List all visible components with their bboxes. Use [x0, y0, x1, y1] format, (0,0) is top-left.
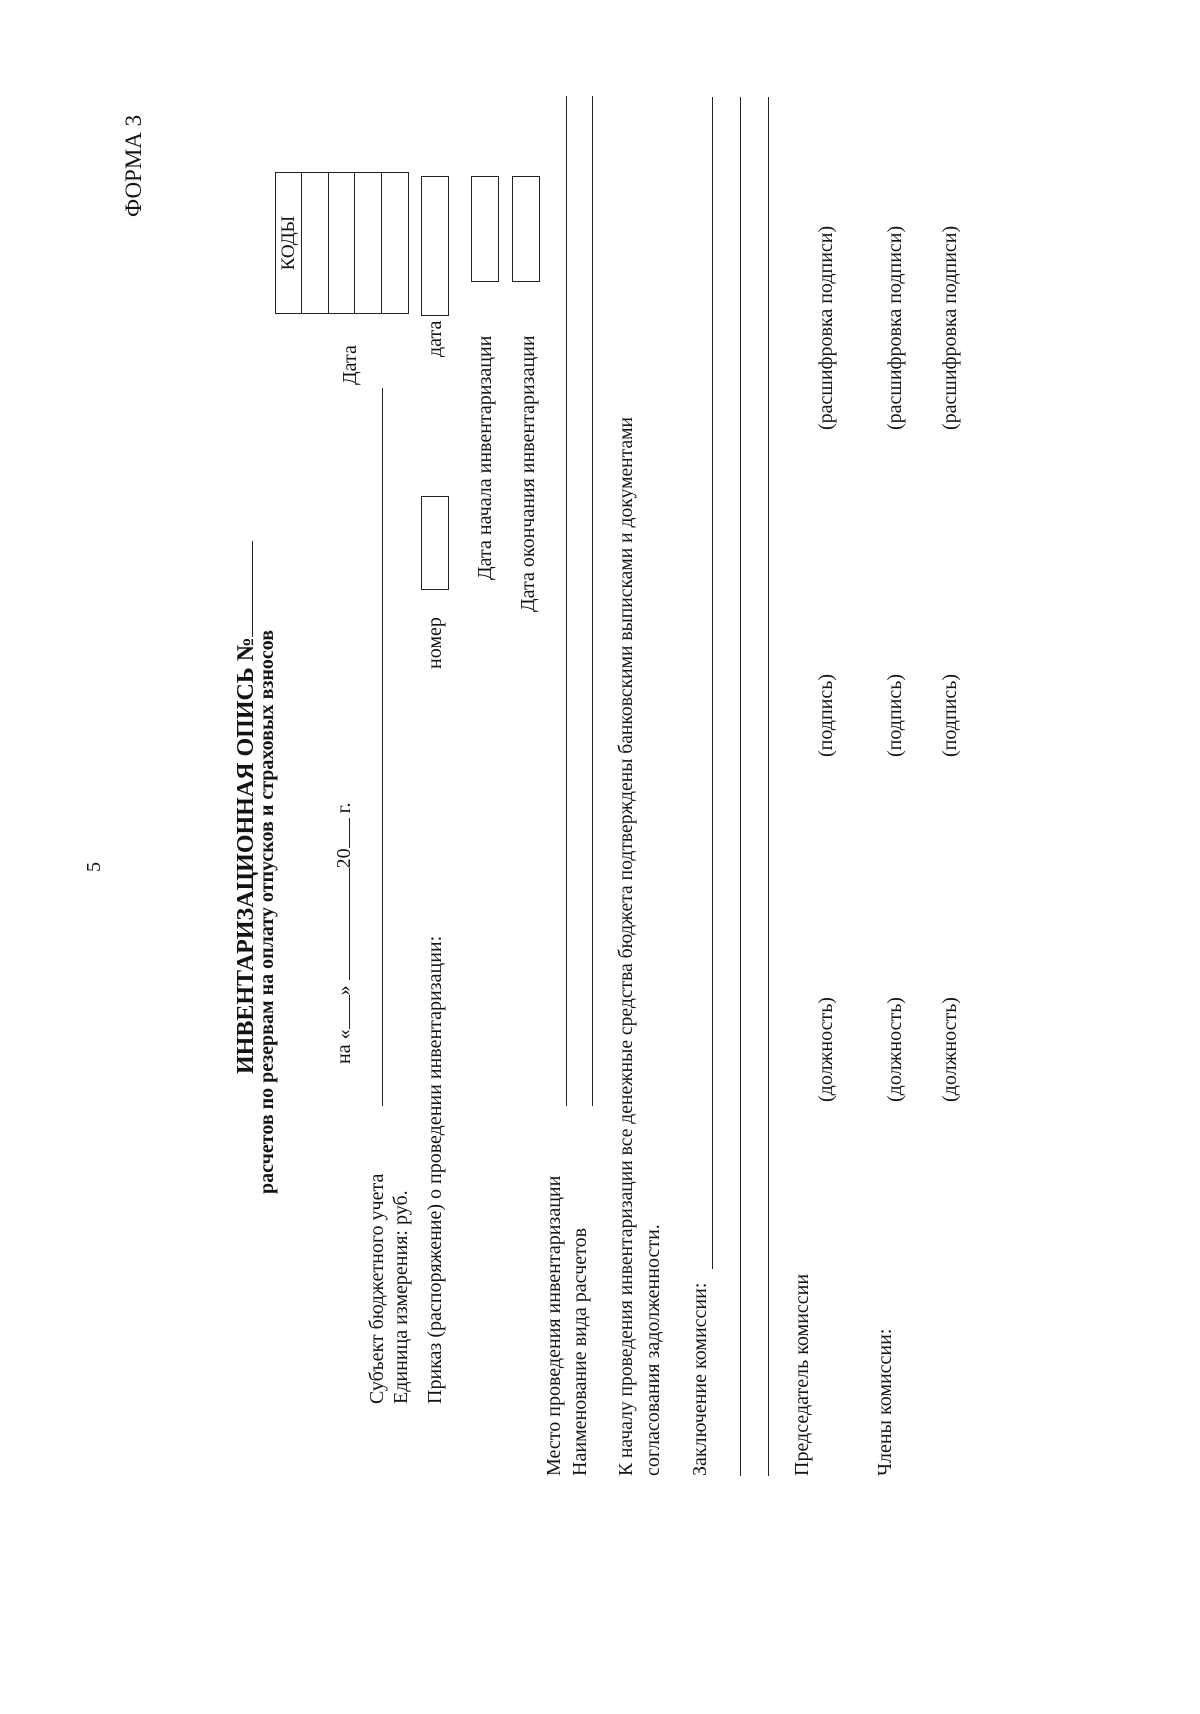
member-2-decoding-caption: (расшифровка подписи) [939, 225, 961, 430]
date-line-quote: » [333, 985, 355, 996]
number-label: номер [424, 617, 446, 669]
year-blank[interactable] [332, 818, 350, 848]
chairman-label: Председатель комиссии [791, 1273, 813, 1476]
date-line-prefix: на « [333, 1029, 355, 1064]
year-suffix: г. [333, 802, 355, 814]
code-cell[interactable] [382, 173, 409, 314]
member-2-position-caption: (должность) [939, 997, 961, 1102]
order-date-box[interactable] [421, 176, 449, 316]
statement-line-2: согласования задолженности. [642, 1224, 664, 1476]
end-date-label: Дата окончания инвентаризации [517, 335, 539, 612]
settlement-type-line[interactable] [592, 96, 593, 1106]
end-date-box[interactable] [512, 176, 540, 282]
order-number-box[interactable] [421, 496, 449, 590]
conclusion-line-3[interactable] [768, 97, 769, 1476]
chairman-decoding-caption: (расшифровка подписи) [815, 225, 837, 430]
date-label: дата [424, 320, 446, 357]
date-label-cap: Дата [339, 345, 361, 385]
code-cell[interactable] [355, 173, 382, 314]
member-1-signature-caption: (подпись) [884, 673, 906, 757]
inventory-number-blank [232, 541, 253, 637]
form-label: ФОРМА 3 [121, 114, 146, 217]
statement-line-1: К началу проведения инвентаризации все денежные средства бюджета подтверждены банковскими выписками и документами [616, 416, 637, 1476]
members-label: Члены комиссии: [874, 1328, 896, 1476]
month-blank[interactable] [332, 868, 350, 980]
chairman-signature-caption: (подпись) [815, 673, 837, 757]
code-cell-date[interactable] [302, 173, 329, 314]
conclusion-line-2[interactable] [740, 97, 741, 1476]
conclusion-label: Заключение комиссии: [689, 1282, 711, 1476]
subject-label: Субъект бюджетного учета [366, 1173, 388, 1404]
year-prefix: 20 [333, 848, 355, 869]
title-text: ИНВЕНТАРИЗАЦИОННАЯ ОПИСЬ № [233, 637, 259, 1074]
place-line[interactable] [566, 96, 567, 1106]
document-subtitle: расчетов по резервам на оплату отпусков и страховых взносов [256, 629, 278, 1194]
chairman-position-caption: (должность) [815, 997, 837, 1102]
start-date-label: Дата начала инвентаризации [474, 335, 496, 580]
member-1-decoding-caption: (расшифровка подписи) [884, 225, 906, 430]
subject-line[interactable] [382, 388, 383, 1106]
date-line [332, 802, 354, 1064]
day-blank[interactable] [332, 995, 350, 1029]
member-2-signature-caption: (подпись) [939, 673, 961, 757]
order-label: Приказ (распоряжение) о проведении инвентаризации: [424, 935, 446, 1404]
conclusion-line-1[interactable] [712, 97, 713, 1269]
code-cell[interactable] [329, 173, 355, 314]
codes-header: КОДЫ [276, 173, 302, 314]
place-label: Место проведения инвентаризации [543, 1175, 565, 1476]
unit-label: Единица измерения: руб. [390, 1190, 412, 1404]
page-number: 5 [83, 862, 105, 872]
member-1-position-caption: (должность) [884, 997, 906, 1102]
document-title [232, 541, 258, 1074]
settlement-type-label: Наименование вида расчетов [569, 1227, 591, 1476]
codes-table [275, 172, 409, 314]
start-date-box[interactable] [471, 176, 499, 282]
